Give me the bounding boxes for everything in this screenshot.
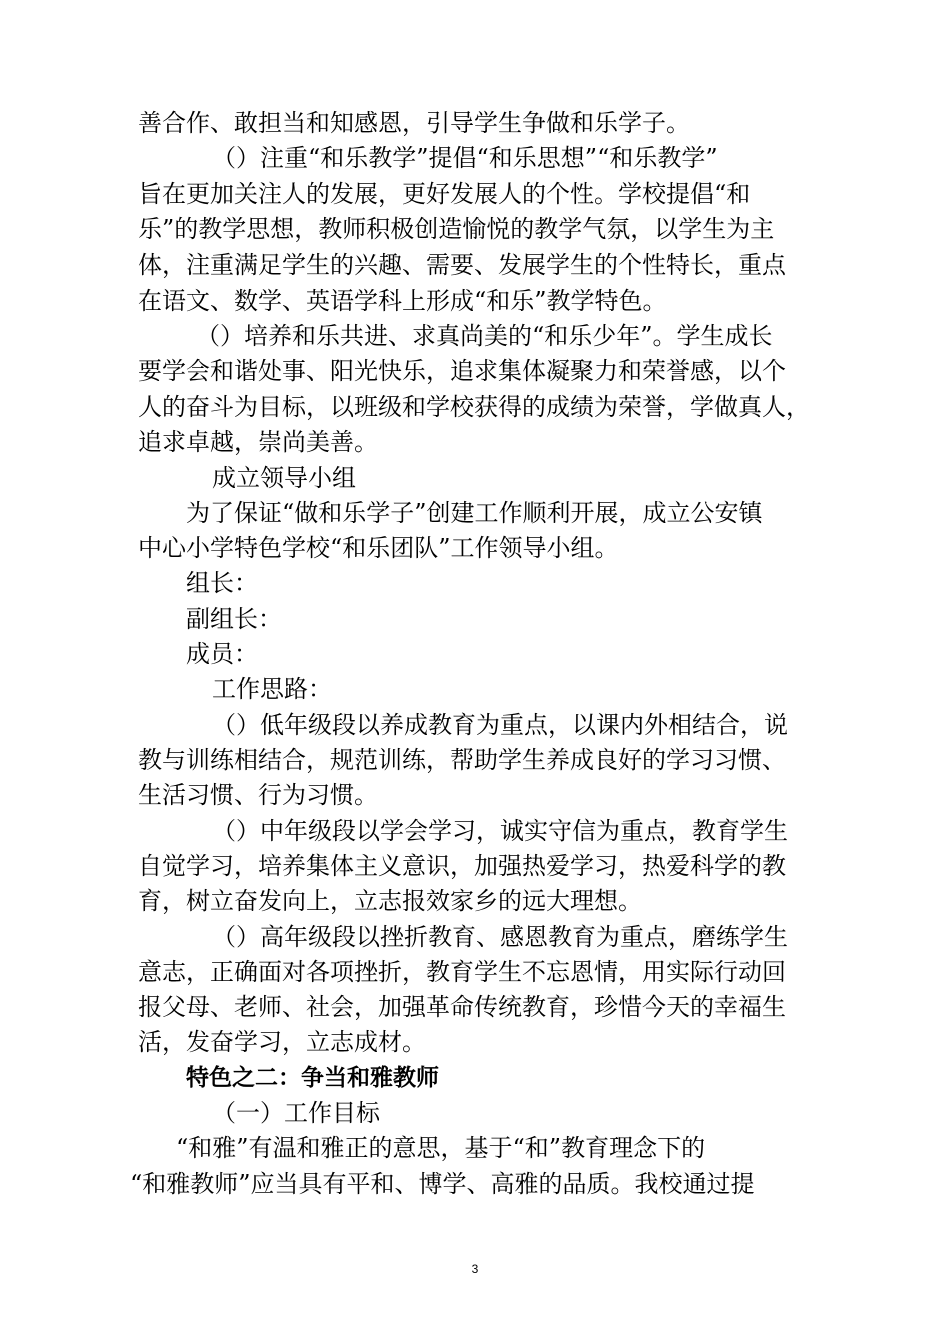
text-line: 体，注重满足学生的兴趣、需要、发展学生的个性特长，重点 [138, 251, 786, 279]
text-line: 为了保证“做和乐学子”创建工作顺利开展，成立公安镇 [186, 499, 763, 527]
text-line: 旨在更加关注人的发展，更好发展人的个性。学校提倡“和 [138, 180, 751, 208]
text-line: “和雅”有温和雅正的意思，基于“和”教育理念下的 [176, 1134, 706, 1162]
text-line: （）高年级段以挫折教育、感恩教育为重点，磨练学生 [212, 923, 788, 951]
text-line: 中心小学特色学校“和乐团队”工作领导小组。 [138, 534, 619, 562]
text-line: 报父母、老师、社会，加强革命传统教育，珍惜今天的幸福生 [138, 993, 786, 1021]
text-line: 活，发奋学习，立志成材。 [138, 1028, 426, 1056]
text-line: “和雅教师”应当具有平和、博学、高雅的品质。我校通过提 [130, 1170, 755, 1198]
text-line: （）低年级段以养成教育为重点，以课内外相结合，说 [212, 711, 788, 739]
text-line: 在语文、数学、英语学科上形成“和乐”教学特色。 [138, 287, 667, 315]
text-line: 自觉学习，培养集体主义意识，加强热爱学习，热爱科学的教 [138, 852, 786, 880]
subsection-heading: （一）工作目标 [212, 1099, 380, 1127]
text-line: 工作思路： [212, 675, 332, 703]
page-number: 3 [471, 1262, 479, 1276]
text-line: 组长： [186, 569, 258, 597]
text-line: 善合作、敢担当和知感恩，引导学生争做和乐学子。 [138, 109, 690, 137]
text-line: 追求卓越，崇尚美善。 [138, 428, 378, 456]
text-line: 育，树立奋发向上，立志报效家乡的远大理想。 [138, 887, 642, 915]
text-line: 要学会和谐处事、阳光快乐，追求集体凝聚力和荣誉感，以个 [138, 357, 786, 385]
text-line: 生活习惯、行为习惯。 [138, 781, 378, 809]
text-line: （）注重“和乐教学”提倡“和乐思想”“和乐教学” [212, 144, 718, 172]
text-line: 意志，正确面对各项挫折，教育学生不忘恩情，用实际行动回 [138, 958, 786, 986]
feature-heading: 特色之二：争当和雅教师 [186, 1065, 439, 1091]
section-heading: 成立领导小组 [212, 464, 356, 492]
text-line: 成员： [186, 640, 258, 668]
text-line: （）中年级段以学会学习，诚实守信为重点，教育学生 [212, 817, 788, 845]
text-line: 副组长： [186, 605, 282, 633]
text-line: 人的奋斗为目标，以班级和学校获得的成绩为荣誉，学做真人， [138, 393, 810, 421]
text-line: 乐”的教学思想，教师积极创造愉悦的教学气氛，以学生为主 [138, 215, 775, 243]
text-line: 教与训练相结合，规范训练，帮助学生养成良好的学习习惯、 [138, 746, 786, 774]
text-line: （）培养和乐共进、求真尚美的“和乐少年”。学生成长 [196, 322, 773, 350]
